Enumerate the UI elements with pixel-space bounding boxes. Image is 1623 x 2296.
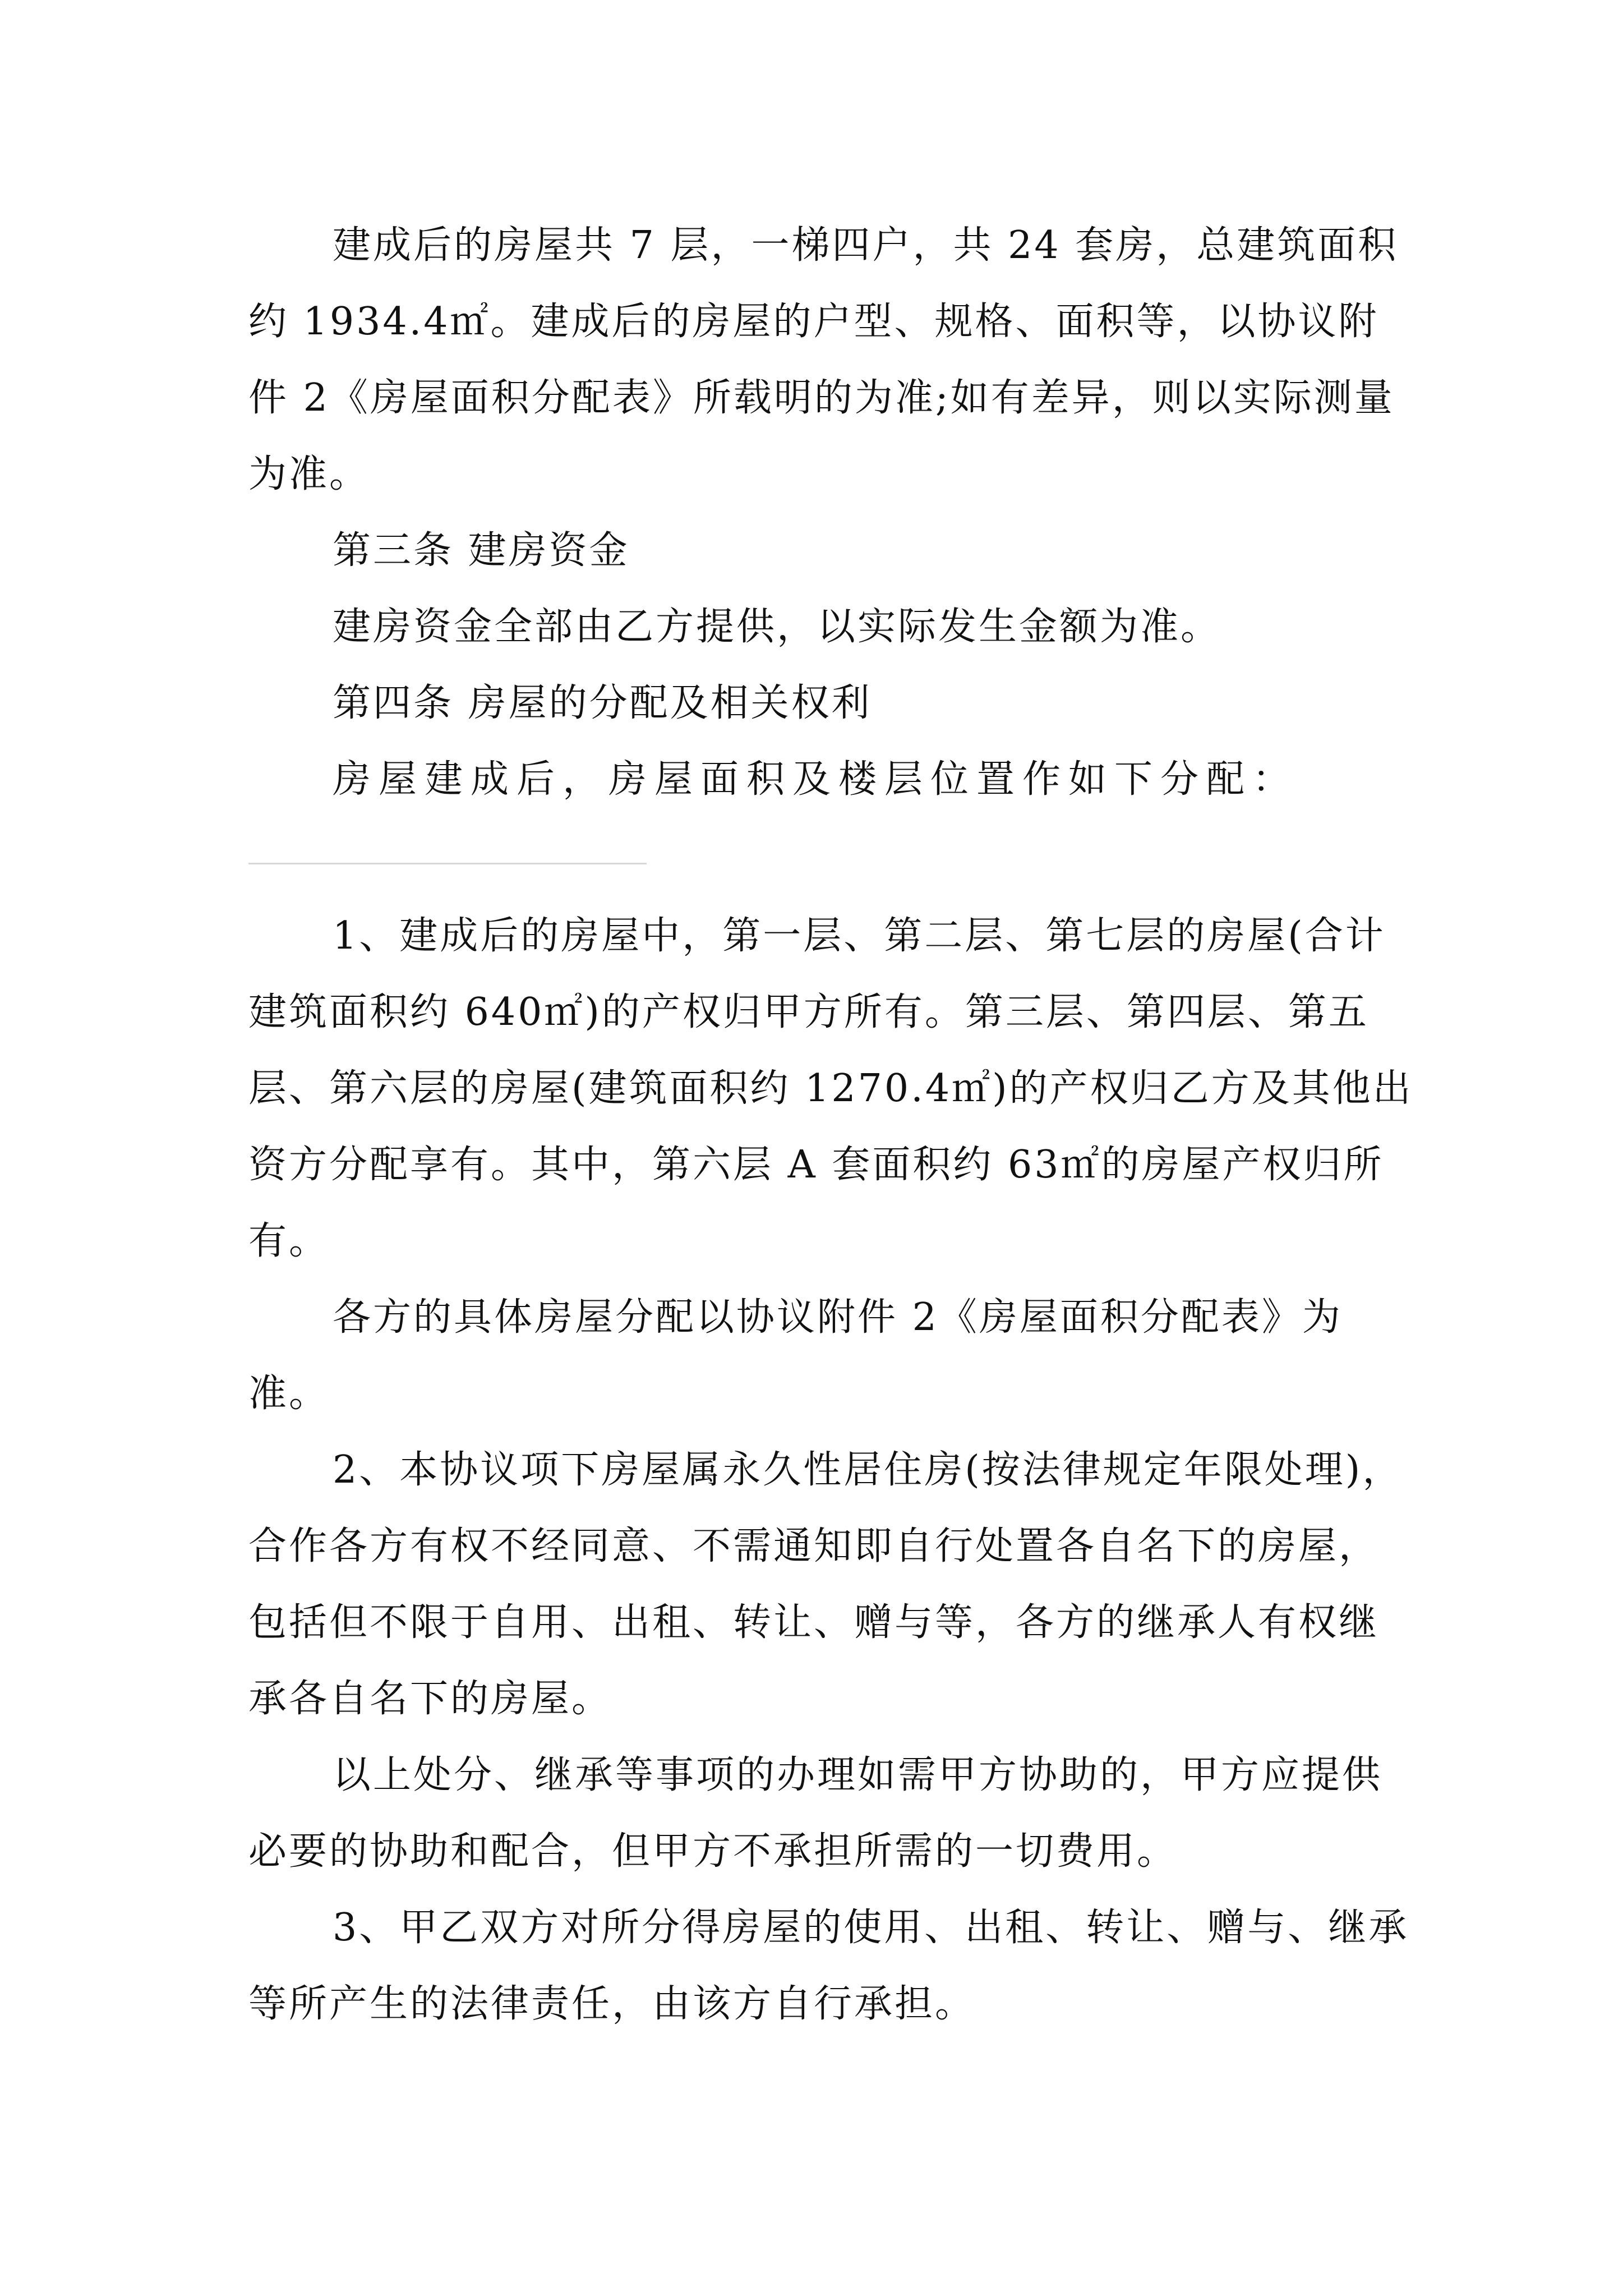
paragraph-allocation-intro: 房屋建成后，房屋面积及楼层位置作如下分配： — [333, 757, 1299, 802]
paragraph-building-overview: 建成后的房屋共 7 层，一梯四户，共 24 套房，总建筑面积约 1934.4㎡。建成后的房屋的户型、规格、面积等，以协议附件 2《房屋面积分配表》所载明的为准;如有差异，则以实际测量为准。 — [248, 223, 1399, 496]
paragraph-assistance: 以上处分、继承等事项的办理如需甲方协助的，甲方应提供必要的协助和配合，但甲方不承担所需的一切费用。 — [248, 1753, 1383, 1874]
document-body — [248, 208, 1415, 2042]
paragraph-clause-1: 1、建成后的房屋中，第一层、第二层、第七层的房屋(合计建筑面积约 640㎡)的产权归甲方所有。第三层、第四层、第五层、第六层的房屋(建筑面积约 1270.4㎡)的产权归乙方及其他出资方分配享有。其中，第六层 A 套面积约 63㎡的房屋产权归所有。 — [248, 914, 1413, 1263]
paragraph-clause-2: 2、本协议项下房屋属永久性居住房(按法律规定年限处理)，合作各方有权不经同意、不需通知即自行处置各自名下的房屋，包括但不限于自用、出租、转让、赠与等，各方的继承人有权继承各自名下的房屋。 — [248, 1448, 1403, 1721]
article-4-heading: 第四条 房屋的分配及相关权利 — [333, 681, 872, 725]
paragraph-allocation-reference: 各方的具体房屋分配以协议附件 2《房屋面积分配表》为准。 — [248, 1295, 1343, 1416]
paragraph-clause-3: 3、甲乙双方对所分得房屋的使用、出租、转让、赠与、继承等所产生的法律责任，由该方自行承担。 — [248, 1906, 1409, 2026]
paragraph-funding: 建房资金全部由乙方提供，以实际发生金额为准。 — [333, 605, 1221, 649]
page-divider — [248, 863, 647, 864]
article-3-heading: 第三条 建房资金 — [333, 528, 630, 573]
